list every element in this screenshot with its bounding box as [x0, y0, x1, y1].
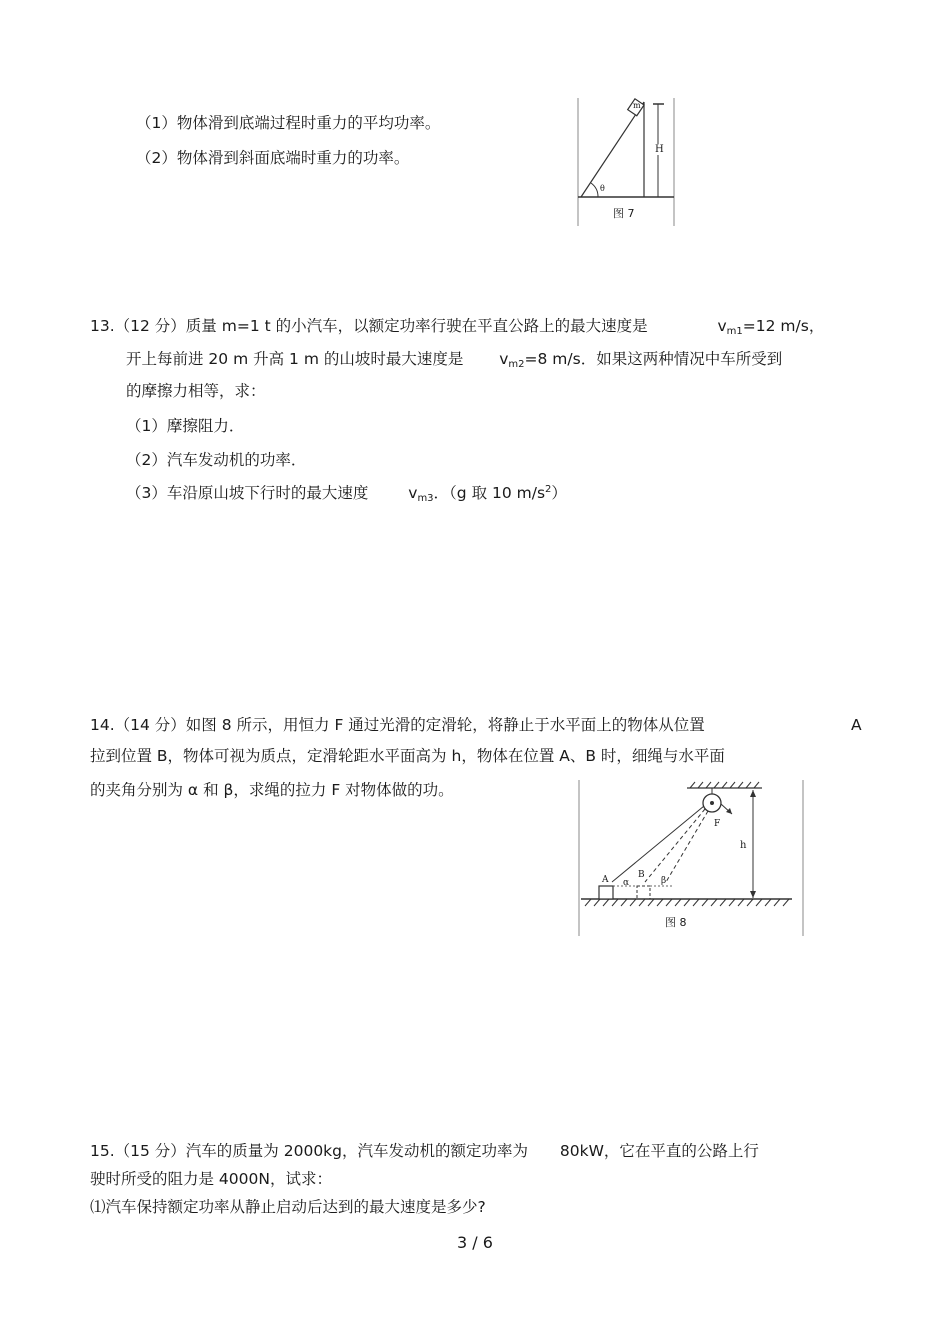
figure-7-label-theta: θ	[600, 184, 605, 193]
figure-7-label-m: m	[633, 101, 641, 110]
q13-vm1-subscript: m1	[726, 326, 743, 337]
q13-g-exponent: 2	[545, 484, 552, 495]
q15-line1-power: 80kW，它在平直的公路上行	[559, 1142, 759, 1160]
q13-vm3-subscript: m3	[417, 493, 434, 504]
q14-line3: 的夹角分别为 α 和 β，求绳的拉力 F 对物体做的功。	[90, 781, 454, 799]
q15-line2: 驶时所受的阻力是 4000N，试求：	[90, 1170, 332, 1188]
figure-8-pulley	[577, 778, 805, 938]
figure-8-label-f: F	[714, 819, 721, 829]
figure-8-label-alpha: α	[623, 878, 630, 888]
q14-line1-end: A	[851, 716, 862, 734]
q13-sub3-text: （3）车沿原山坡下行时的最大速度	[126, 484, 369, 502]
q15-line1	[90, 1141, 759, 1161]
q13-line2-text: 开上每前进 20 m 升高 1 m 的山坡时最大速度是	[126, 350, 464, 368]
q13-vm3-symbol: v	[408, 484, 418, 502]
q13-vm2-symbol: v	[499, 350, 509, 368]
q13-line3: 的摩擦力相等，求：	[126, 382, 266, 400]
q13-line1	[90, 316, 824, 339]
q13-vm2-subscript: m2	[508, 359, 525, 370]
q13-vm2-value: =8 m/s．如果这两种情况中车所受到	[524, 350, 783, 368]
q13-sub3	[126, 483, 567, 506]
q13-line2	[126, 349, 782, 372]
q13-g-text: ．（g 取 10 m/s	[433, 484, 546, 502]
page-number: 3 / 6	[457, 1233, 493, 1252]
q12-sub2: （2）物体滑到斜面底端时重力的功率。	[136, 149, 410, 167]
figure-7-caption: 图 7	[613, 207, 635, 220]
q14-line2: 拉到位置 B，物体可视为质点，定滑轮距水平面高为 h，物体在位置 A、B 时，细绳与水平面	[90, 747, 725, 765]
q14-line1	[90, 715, 705, 735]
q13-vm1-value: =12 m/s，	[742, 317, 825, 335]
figure-8-label-b: B	[638, 870, 645, 880]
q13-sub1: （1）摩擦阻力．	[126, 417, 245, 435]
q13-line1-text: 13.（12 分）质量 m=1 t 的小汽车，以额定功率行驶在平直公路上的最大速度是	[90, 317, 648, 335]
q14-line1-text: 14.（14 分）如图 8 所示，用恒力 F 通过光滑的定滑轮，将静止于水平面上的物体从位置	[90, 716, 705, 734]
q13-vm1-symbol: v	[717, 317, 727, 335]
q13-g-close: ）	[551, 484, 567, 502]
figure-7-incline	[576, 96, 678, 228]
figure-8-label-a: A	[602, 875, 609, 885]
q15-line1-text: 15.（15 分）汽车的质量为 2000kg，汽车发动机的额定功率为	[90, 1142, 528, 1160]
q13-sub2: （2）汽车发动机的功率．	[126, 451, 307, 469]
figure-7-label-h: H	[655, 144, 664, 155]
figure-8-label-h: h	[740, 840, 747, 851]
figure-8-label-beta: β	[661, 876, 667, 886]
q15-line3: ⑴汽车保持额定功率从静止启动后达到的最大速度是多少?	[90, 1198, 486, 1216]
q12-sub1: （1）物体滑到底端过程时重力的平均功率。	[136, 114, 441, 132]
figure-8-caption: 图 8	[665, 916, 687, 929]
